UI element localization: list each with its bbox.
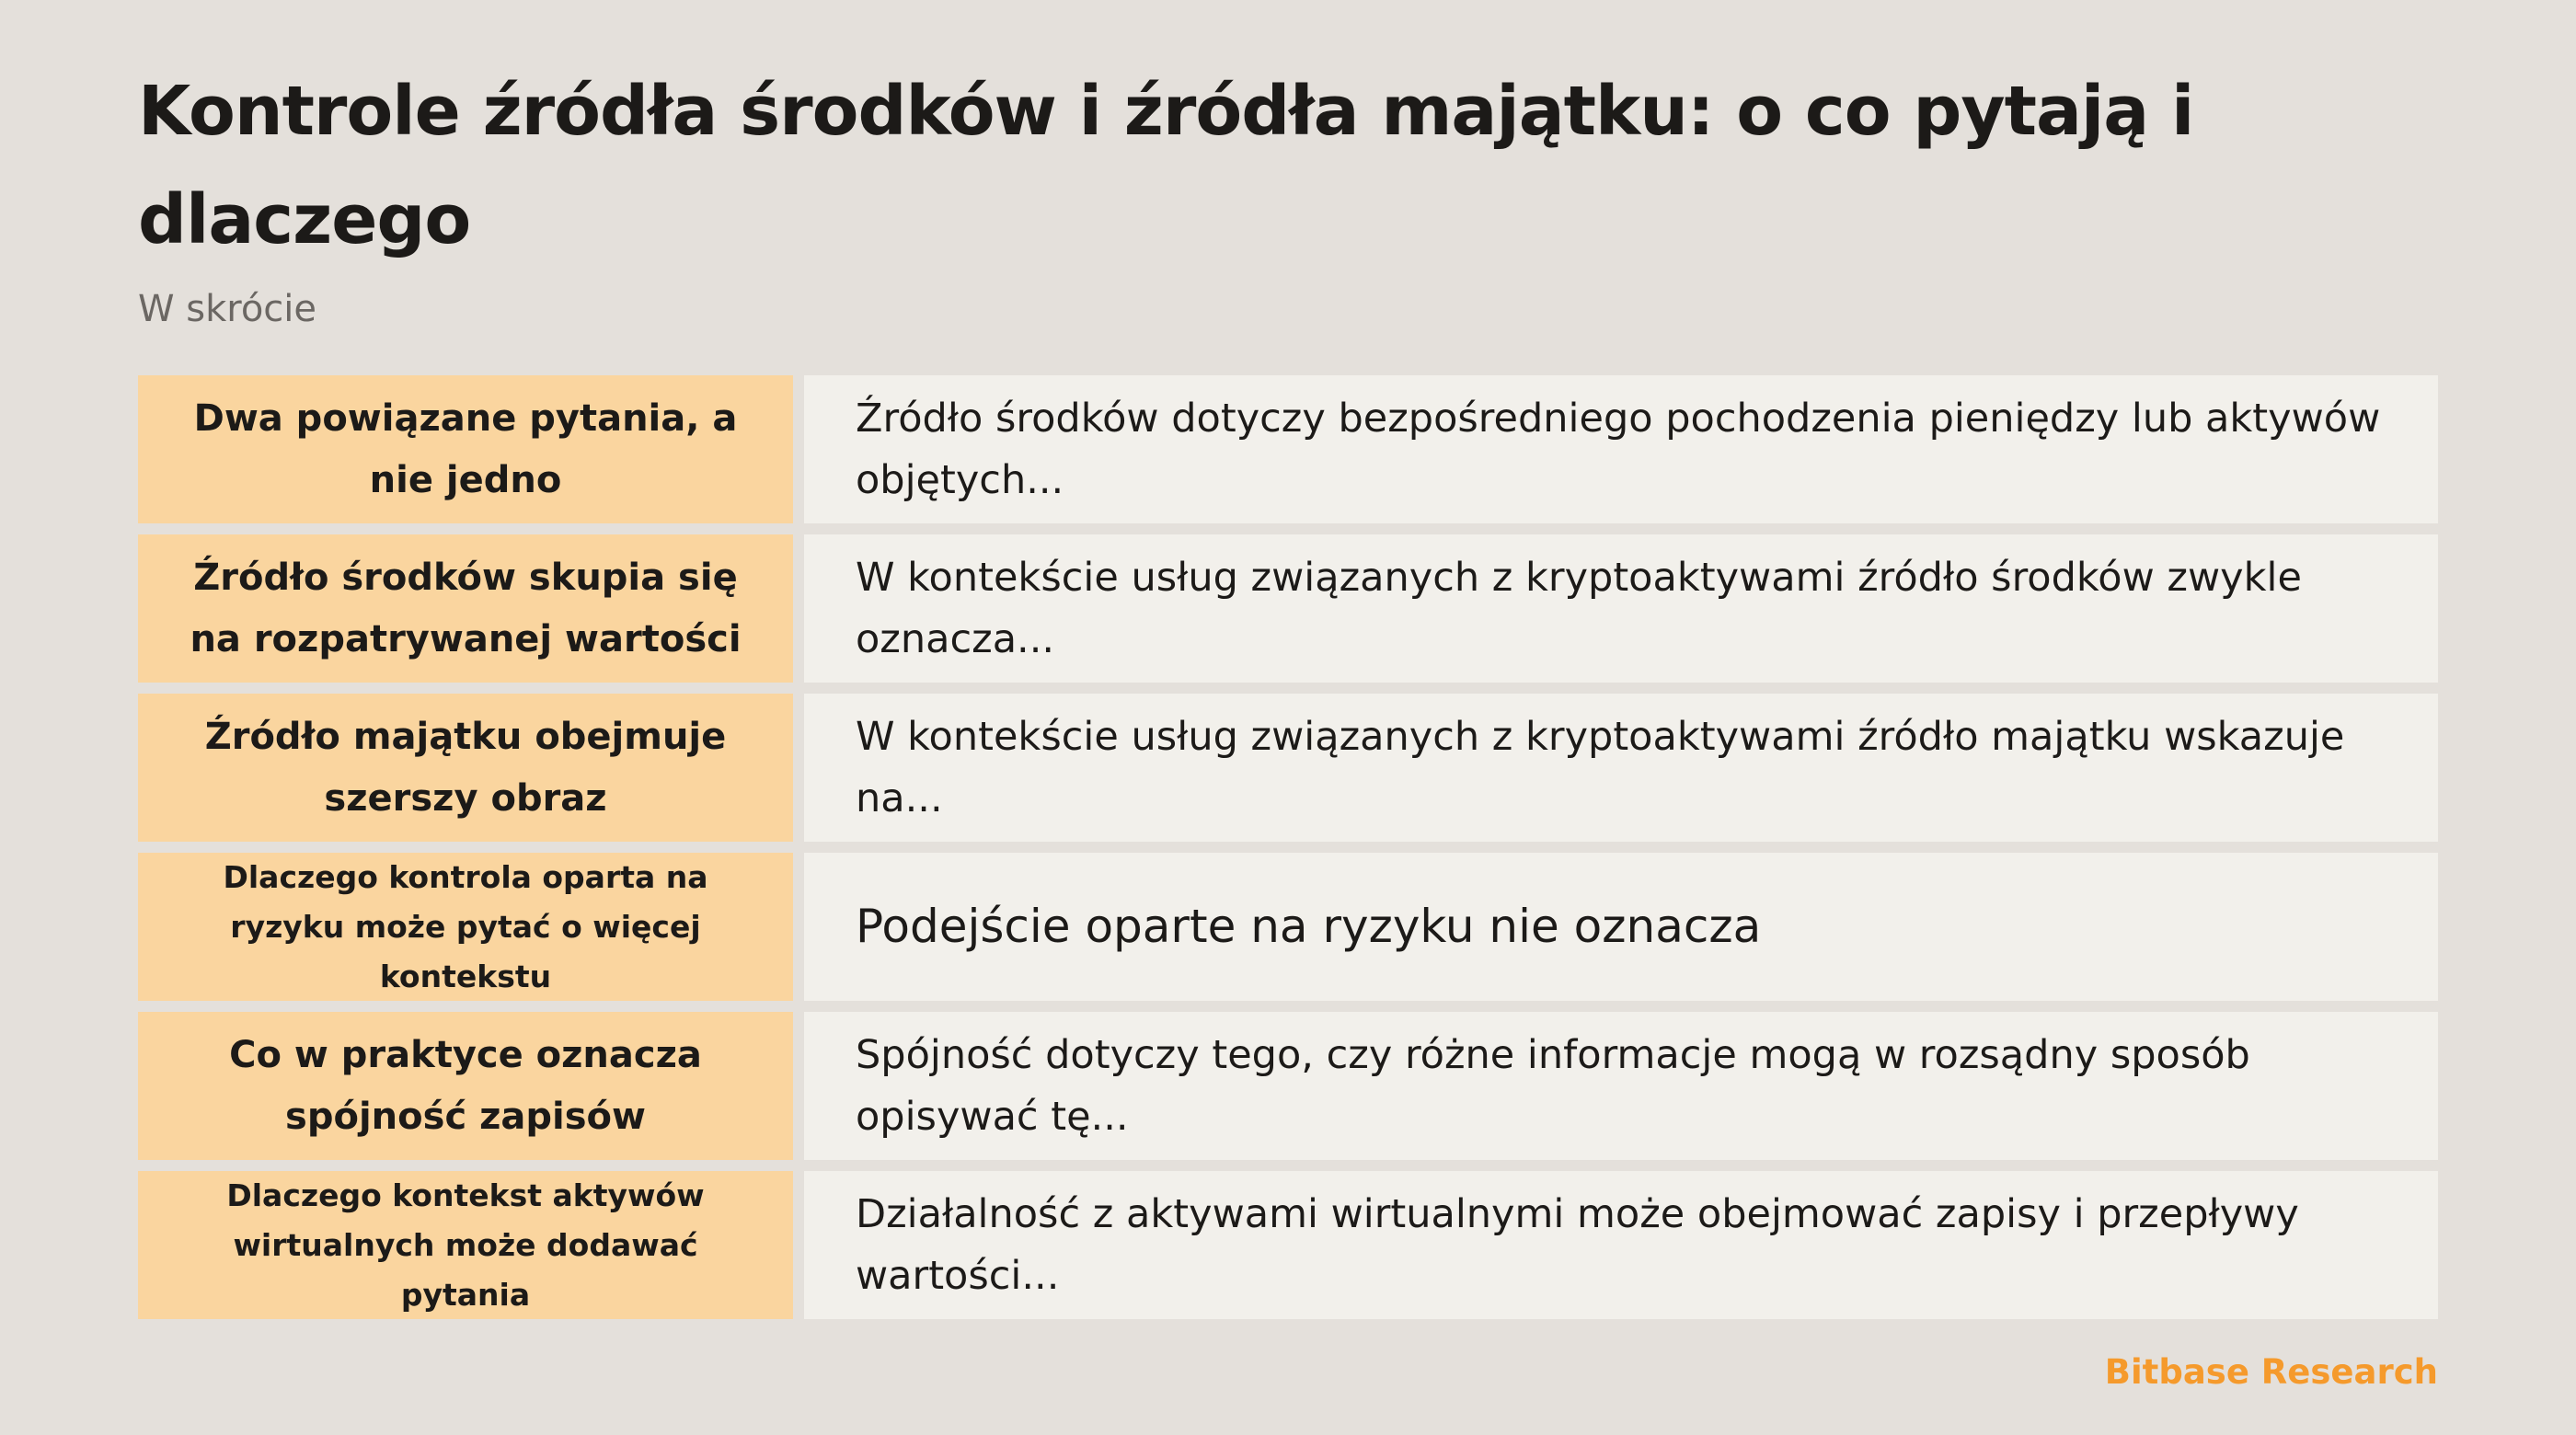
row-heading: Co w praktyce oznacza spójność zapisów [138,1012,793,1160]
summary-table [138,375,2438,1319]
brand-label: Bitbase Research [2104,1352,2438,1392]
table-row [138,1171,2438,1319]
table-row [138,534,2438,683]
row-heading: Dlaczego kontekst aktywów wirtualnych może dodawać pytania [138,1171,793,1319]
page-title: Kontrole źródła środków i źródła majątku: o co pytają i dlaczego [138,72,2194,259]
row-heading: Źródło majątku obejmuje szerszy obraz [138,694,793,842]
table-row [138,375,2438,523]
row-text: Spójność dotyczy tego, czy różne informacje mogą w rozsądny sposób opisywać tę... [804,1012,2438,1160]
row-text: Źródło środków dotyczy bezpośredniego pochodzenia pieniędzy lub aktywów objętych... [804,375,2438,523]
row-heading: Dwa powiązane pytania, a nie jedno [138,375,793,523]
page-subtitle: W skrócie [138,288,317,330]
row-text: W kontekście usług związanych z kryptoaktywami źródło majątku wskazuje na... [804,694,2438,842]
table-row [138,1012,2438,1160]
row-text: W kontekście usług związanych z kryptoaktywami źródło środków zwykle oznacza... [804,534,2438,683]
table-row [138,853,2438,1001]
row-text: Podejście oparte na ryzyku nie oznacza [804,853,2438,1001]
row-heading: Dlaczego kontrola oparta na ryzyku może pytać o więcej kontekstu [138,853,793,1001]
row-heading: Źródło środków skupia się na rozpatrywanej wartości [138,534,793,683]
row-text: Działalność z aktywami wirtualnymi może obejmować zapisy i przepływy wartości... [804,1171,2438,1319]
table-row [138,694,2438,842]
